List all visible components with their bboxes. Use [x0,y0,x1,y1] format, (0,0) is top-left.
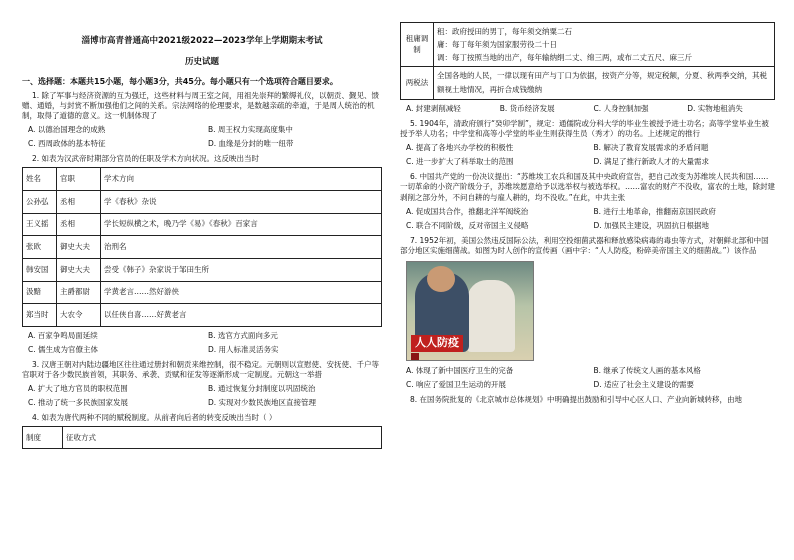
option-d: D. 适应了社会主义建设的需要 [593,379,695,389]
table-cell: 学《春秋》杂说 [101,190,382,213]
option-b: B. 周王权力实现高度集中 [208,125,293,135]
poster-figure [467,280,515,352]
question-8-text: 8. 在国务院批复的《北京城市总体规划》中明确提出鼓励和引导中心区人口、产业向新城转移，由地 [410,394,743,404]
option-a: A. 促成国共合作，推翻北洋军阀统治 [406,206,529,216]
option-d: D. 血缘是分封的唯一纽带 [208,139,294,149]
option-a: A. 体现了新中国医疗卫生的完备 [406,365,514,375]
question-3-options [22,382,382,410]
exam-title: 淄博市高青普通高中2021级2022—2023学年上学期期末考试 [81,36,323,46]
question-4-text: 4. 如表为唐代两种不同的赋税制度。从前者向后者的转变反映出当时（ ） [32,413,277,423]
table-row [23,281,382,304]
question-2-table [22,167,382,327]
question-4-table-head [22,426,382,449]
table-cell: 御史大夫 [57,236,101,259]
table-cell: 丞相 [57,213,101,236]
table-row [23,213,382,236]
option-b: B. 继承了传统文人画的基本风格 [593,365,701,375]
left-column [22,0,382,449]
option-d: D. 实物地租消失 [687,104,743,113]
table-line: 庸：每丁每年须为国家服劳役二十日 [437,40,557,49]
option-a: A. 以德治国理念的成熟 [28,125,106,135]
table-row-label: 租庸调制 [401,23,434,67]
question-7-text: 7. 1952年初，美国公然违反国际公法，利用空投细菌武器和释放感染病毒的毒虫等方式，对朝鲜北部和中国部分地区实施细菌战。如图为时人创作的宣传画（画中字：“人人防疫，粉碎美帝国主义的细菌战。”）该作品 [400,235,769,255]
question-4-options [400,102,775,116]
option-a: A. 百家争鸣局面延续 [28,331,98,341]
option-b: B. 解决了教育发展需求的矛盾问题 [593,143,709,153]
table-header-cell: 制度 [23,427,63,449]
table-row [23,427,382,449]
table-cell: 学黄老言……然好游侠 [101,281,382,304]
table-row [23,258,382,281]
question-7-options [400,364,775,392]
question-6-options [400,205,775,233]
question-1-text: 1. 除了军事与经济资源的互为强迁，这些材料与周王室之间，用祖先崇拜的繁缛礼仪，以朝贡、觐见、馈赠、通婚，与封赏不断加强他们之间的关系。宗法网络的伦理要求，是数越亲疏的牵道，于是周人统治的机制，取得了道德的意义。这一机制体现了 [22,90,380,120]
table-row [23,304,382,327]
exam-subtitle: 历史试题 [184,57,219,68]
table-cell: 学长短纵横之术，晚乃学《易》《春秋》百家言 [101,213,382,236]
table-line: 全国各地的人民，一律以现有田产与丁口为依据，按资产分等，规定税额，分夏、秋两季交纳，其税额视土地情况，再折合成钱缴纳 [437,71,767,94]
table-cell: 以任侠自喜……好黄老言 [101,304,382,327]
table-header-cell: 姓名 [23,168,57,191]
table-cell: 公孙弘 [23,190,57,213]
table-cell: 王义摇 [23,213,57,236]
table-line: 租：政府授田的男丁，每年须交纳粟二石 [437,27,572,36]
table-cell: 尝受《韩子》杂家说于邹田生所 [101,258,382,281]
table-cell: 治刑名 [101,236,382,259]
option-c: C. 儒生成为官僚主体 [28,345,99,355]
table-row [401,23,775,67]
option-b: B. 进行土地革命，推翻南京国民政府 [593,206,716,216]
option-b: B. 选官方式面向多元 [208,331,278,341]
question-2-options [22,329,382,357]
question-6-text: 6. 中国共产党的一份决议提出：“苏维埃工农兵和国及其中央政府宣告，把自己改变为苏维埃人民共和国……一切革命的小资产阶级分子，苏维埃愿意给予以选举权与被选举权。……富农的财产不没收，富农的土地，除封建剥削之部分外，不问自耕的与雇人耕的，均不没收。”在此，中共主张 [400,172,775,202]
option-a: A. 提高了各地兴办学校的积极性 [406,143,514,153]
option-b: B. 货币经济发展 [499,104,555,113]
table-header-cell: 征收方式 [63,427,382,449]
question-5-text: 5. 1904年，清政府颁行“癸卯学制”，规定：通儒院或分科大学的毕业生被授予进士功名；高等学堂毕业生被授予举人功名；中学堂和高等小学堂的毕业生则获得生员（秀才）的功名。上述规定的推行 [400,119,769,139]
option-b: B. 通过恢复分封制度以巩固统治 [208,384,316,394]
table-cell: 主爵都尉 [57,281,101,304]
option-d: D. 满足了推行新政人才的大量需求 [593,157,710,167]
table-row [401,67,775,100]
option-c: C. 人身控制加强 [593,104,649,113]
option-c: C. 进一步扩大了科举取士的范围 [406,157,514,167]
question-1-options [22,123,382,151]
option-d: D. 用人标准灵活务实 [208,345,279,355]
table-cell: 御史大夫 [57,258,101,281]
question-5-options [400,141,775,169]
tax-system-table [400,22,775,100]
table-cell [434,23,775,67]
section-heading: 一、选择题：本题共15小题，每小题3分，共45分。每小题只有一个选项符合题目要求。 [22,76,338,86]
table-header-cell: 学术方向 [101,168,382,191]
poster-small-text [411,353,419,360]
poster-slogan: 人人防疫 [411,335,463,352]
option-c: C. 推动了统一多民族国家发展 [28,398,129,408]
option-c: C. 西周政体的基本特征 [28,139,106,149]
table-cell: 大农令 [57,304,101,327]
table-row [23,236,382,259]
propaganda-poster-image [406,261,534,361]
right-column [400,0,775,405]
question-2-text: 2. 如表为汉武帝时期部分官员的任职及学术方向状况。这反映出当时 [32,154,260,164]
option-c: C. 响应了爱国卫生运动的开展 [406,379,507,389]
option-a: A. 封建剥削减轻 [406,104,461,113]
option-d: D. 实现对少数民族地区直接管理 [208,398,317,408]
poster-figure-head [427,266,455,292]
option-c: C. 联合不同阶级，反对帝国主义侵略 [406,220,529,230]
table-cell: 丞相 [57,190,101,213]
table-row [23,190,382,213]
table-cell: 汲黯 [23,281,57,304]
question-3-text: 3. 汉唐王朝对内陆边疆地区往往通过册封和朝贡来维控制，很不稳定。元朝则以宣慰使、安抚使、千户等官职对于各少数民族首领，其职务、承袭、贡赋和征发等逐渐形成一定制度。元朝这一举措 [22,360,380,380]
table-header-cell: 官职 [57,168,101,191]
table-row-label: 两税法 [401,67,434,100]
table-row [23,168,382,191]
option-a: A. 扩大了地方官员的职权范围 [28,384,128,394]
option-d: D. 加强民主建设，巩固抗日根据地 [593,220,710,230]
table-cell [434,67,775,100]
table-cell: 张欧 [23,236,57,259]
table-cell: 郑当时 [23,304,57,327]
table-cell: 韩安国 [23,258,57,281]
table-line: 调：每丁按照当地的出产，每年输纳绢二丈、绵三两，或布二丈五尺、麻三斤 [437,53,692,62]
